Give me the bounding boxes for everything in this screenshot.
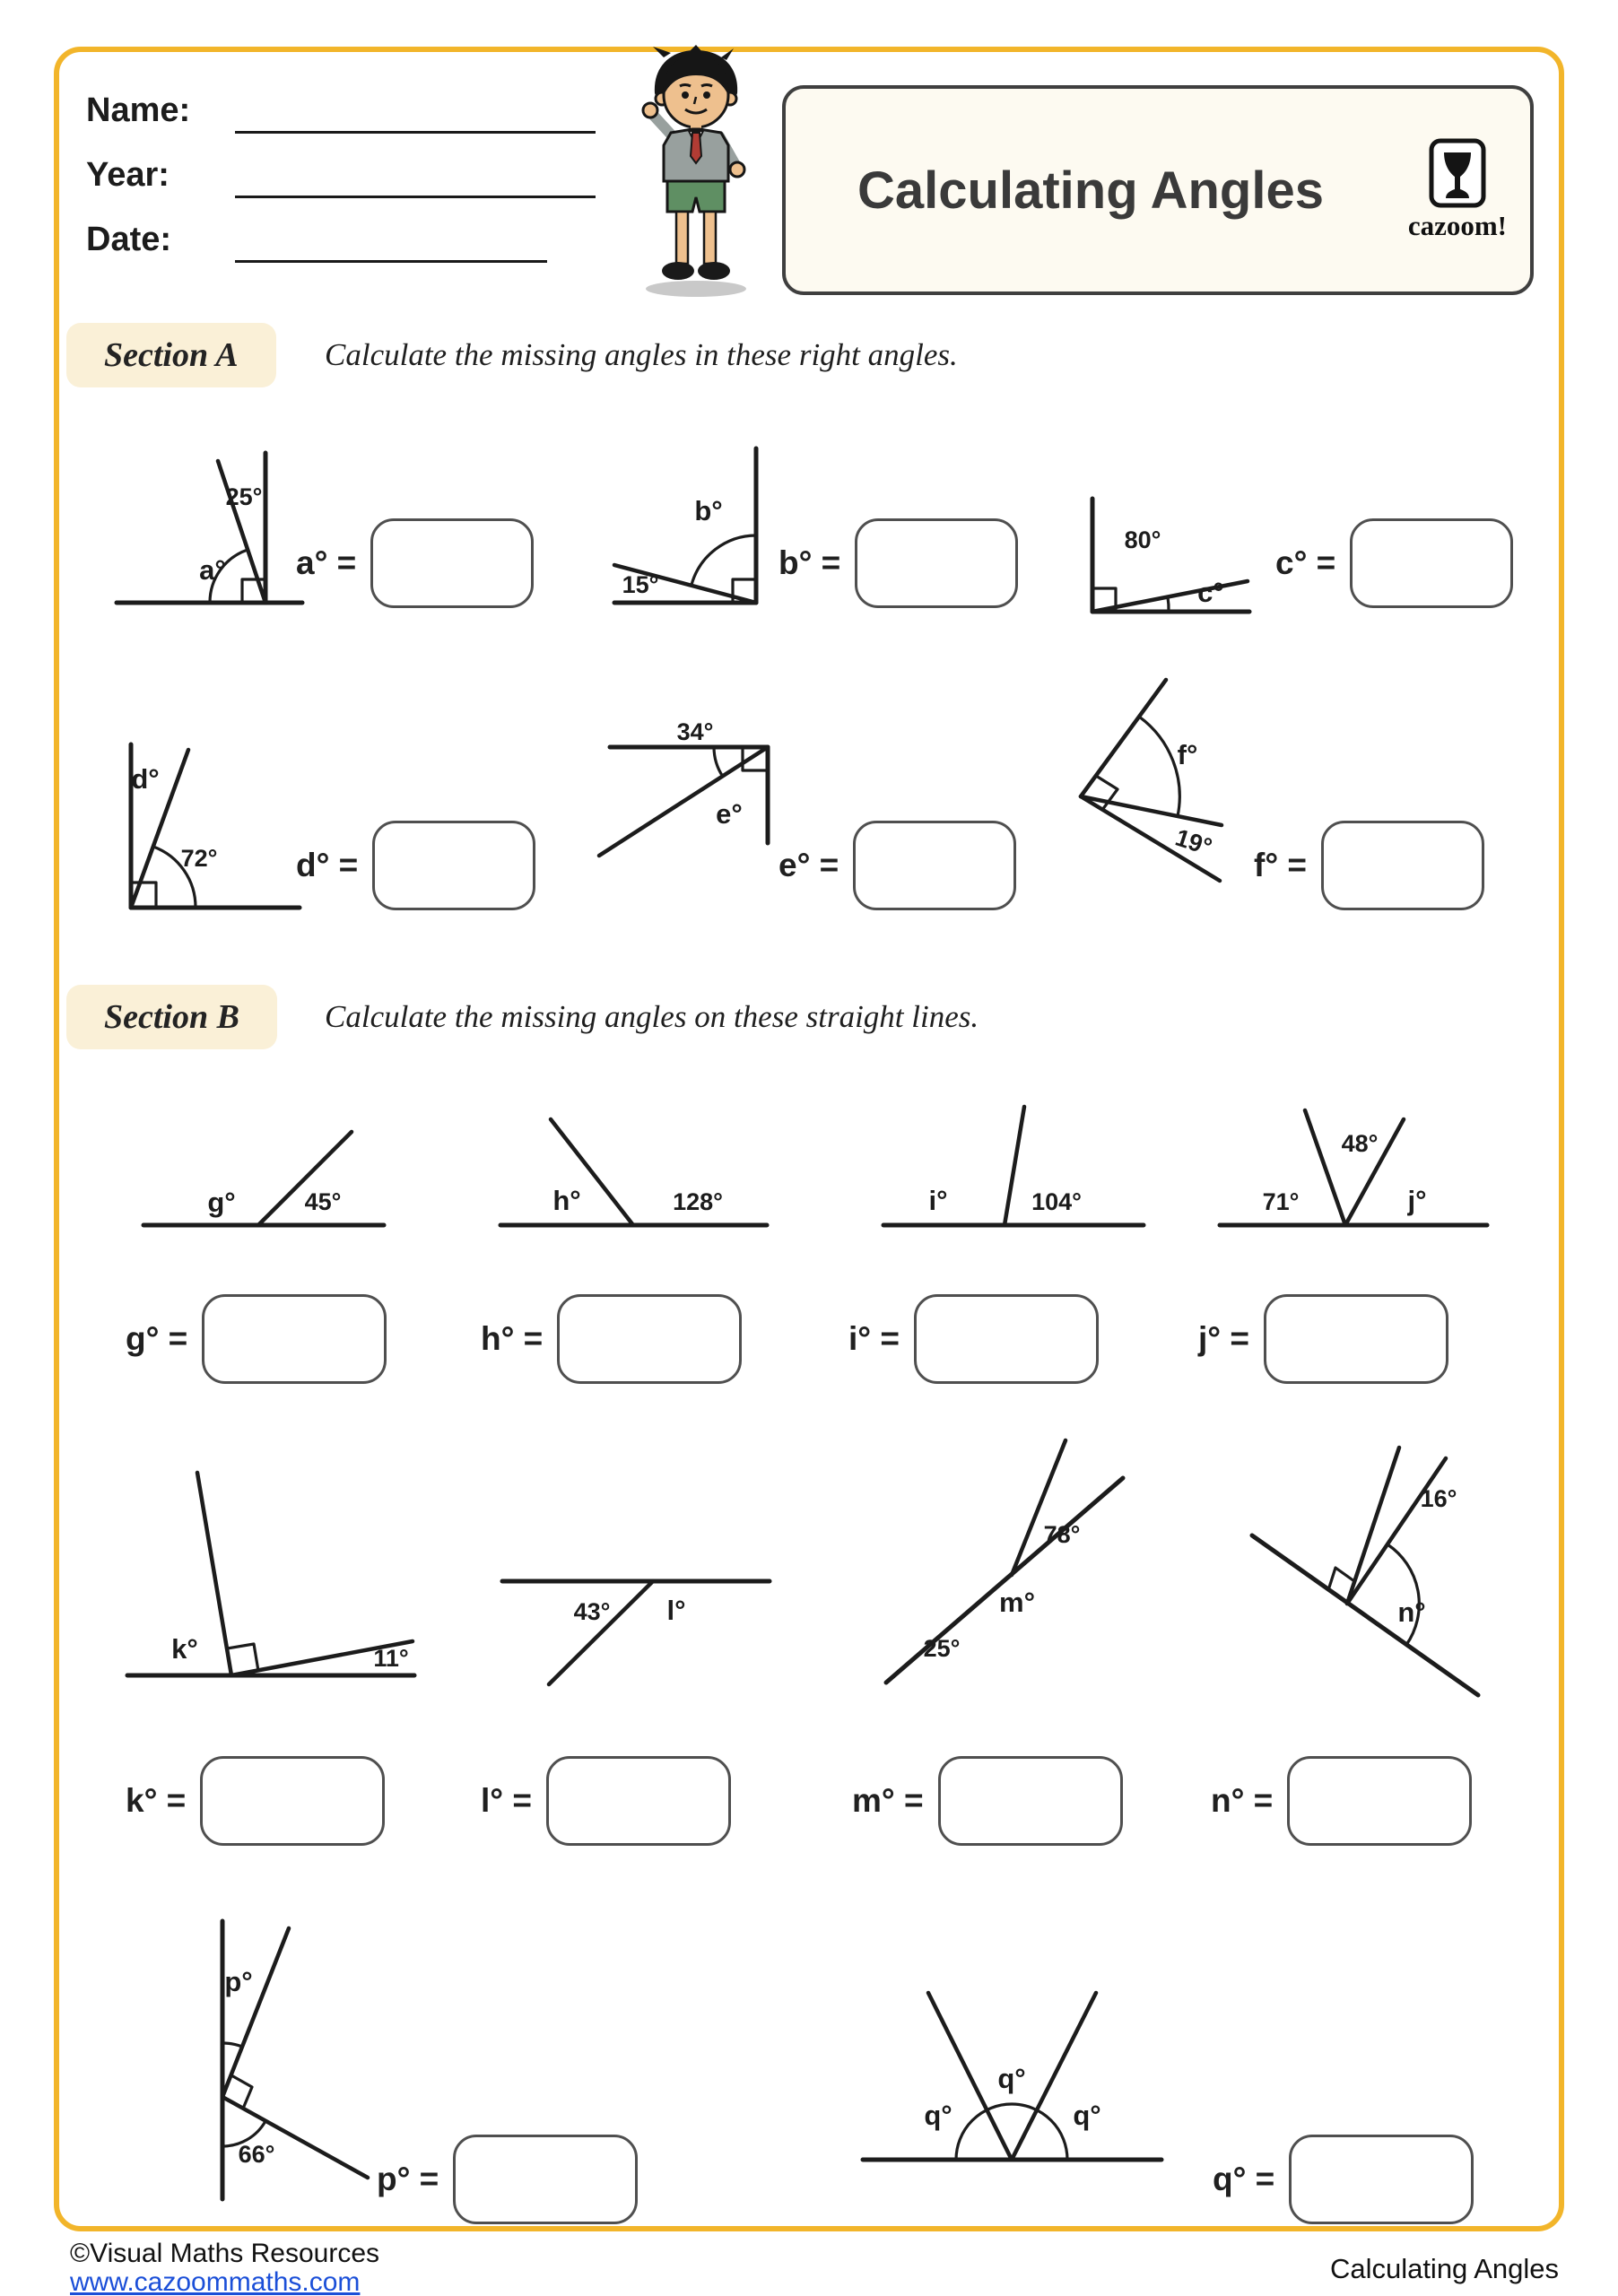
diagram-i bbox=[883, 1107, 1144, 1225]
label-given-l: 43° bbox=[573, 1598, 611, 1625]
answer-box-a[interactable] bbox=[370, 518, 534, 608]
label-angle-c: c° bbox=[1197, 577, 1224, 608]
answer-box-p[interactable] bbox=[453, 2135, 638, 2224]
right-angle-marker bbox=[1328, 1568, 1354, 1590]
label-angle-q-mid: q° bbox=[997, 2063, 1026, 2094]
answer-box-h[interactable] bbox=[557, 1294, 742, 1384]
answer-label-l: l° = bbox=[481, 1782, 532, 1819]
answer-label-p: p° = bbox=[377, 2161, 439, 2197]
answer-group-c bbox=[1275, 518, 1513, 608]
answer-box-d[interactable] bbox=[372, 821, 535, 910]
answer-label-i: i° = bbox=[848, 1320, 900, 1357]
answer-box-n[interactable] bbox=[1287, 1756, 1472, 1846]
label-angle-h: h° bbox=[552, 1185, 581, 1216]
angle-ray bbox=[1005, 1107, 1024, 1225]
footer-title: Calculating Angles bbox=[1329, 2253, 1559, 2284]
label-given-h: 128° bbox=[673, 1188, 723, 1215]
label-angle-g: g° bbox=[207, 1187, 236, 1218]
label-angle-b: b° bbox=[694, 495, 723, 526]
answer-box-b[interactable] bbox=[855, 518, 1018, 608]
angle-ray bbox=[1012, 1440, 1066, 1575]
answer-box-l[interactable] bbox=[546, 1756, 731, 1846]
angle-ray bbox=[1305, 1110, 1345, 1225]
answer-box-g[interactable] bbox=[202, 1294, 387, 1384]
diagram-e bbox=[599, 718, 768, 856]
angle-arc bbox=[714, 747, 723, 777]
label-angle-l: l° bbox=[666, 1595, 686, 1626]
straight-line bbox=[886, 1478, 1123, 1683]
diagram-d bbox=[131, 744, 300, 908]
answer-group-n bbox=[1211, 1756, 1472, 1846]
footer-url-link[interactable]: www.cazoommaths.com bbox=[70, 2267, 361, 2296]
answer-group-f bbox=[1254, 821, 1484, 910]
angle-arc bbox=[1168, 597, 1169, 612]
answer-box-m[interactable] bbox=[938, 1756, 1123, 1846]
section-a-header: Section A bbox=[66, 323, 276, 387]
answer-group-l bbox=[481, 1756, 731, 1846]
answer-group-g bbox=[126, 1294, 387, 1384]
brand-name: cazoom! bbox=[1407, 210, 1507, 241]
answer-group-a bbox=[296, 518, 534, 608]
label-given-d: 72° bbox=[180, 845, 218, 872]
answer-box-c[interactable] bbox=[1350, 518, 1513, 608]
label-angle-i: i° bbox=[928, 1185, 948, 1216]
angle-ray bbox=[549, 1581, 653, 1684]
label-angle-q-left: q° bbox=[924, 2100, 953, 2131]
label-angle-e: e° bbox=[716, 798, 743, 830]
answer-label-m: m° = bbox=[852, 1782, 924, 1819]
section-a-instruction: Calculate the missing angles in these right angles. bbox=[325, 337, 958, 372]
section-b-instruction: Calculate the missing angles on these straight lines. bbox=[325, 999, 979, 1034]
label-given2-j: 48° bbox=[1341, 1130, 1379, 1157]
label-angle-a: a° bbox=[199, 554, 226, 586]
label-angle-d: d° bbox=[131, 763, 160, 795]
answer-label-n: n° = bbox=[1211, 1782, 1274, 1819]
label-given-b: 15° bbox=[622, 571, 659, 598]
answer-box-k[interactable] bbox=[200, 1756, 385, 1846]
answer-group-q bbox=[1213, 2135, 1474, 2224]
angle-ray bbox=[197, 1473, 231, 1675]
diagram-n bbox=[1252, 1448, 1478, 1695]
diagram-h bbox=[500, 1119, 767, 1225]
angle-arc bbox=[222, 2043, 242, 2047]
answer-label-f: f° = bbox=[1254, 847, 1308, 883]
answer-box-j[interactable] bbox=[1264, 1294, 1448, 1384]
answer-group-h bbox=[481, 1294, 742, 1384]
answer-box-i[interactable] bbox=[914, 1294, 1099, 1384]
diagram-k bbox=[127, 1473, 414, 1675]
answer-label-k: k° = bbox=[126, 1782, 187, 1819]
straight-line bbox=[1252, 1535, 1478, 1695]
answer-label-h: h° = bbox=[481, 1320, 544, 1357]
diagram-b bbox=[614, 448, 756, 603]
angle-arc bbox=[1387, 1544, 1419, 1645]
label-given-c: 80° bbox=[1124, 526, 1161, 553]
label-angle-f: f° bbox=[1177, 739, 1198, 770]
footer-copyright: ©Visual Maths Resources bbox=[70, 2239, 380, 2268]
angle-ray bbox=[1347, 1458, 1446, 1604]
answer-label-q: q° = bbox=[1213, 2161, 1275, 2197]
label-angle-p: p° bbox=[224, 1966, 253, 1997]
answer-label-j: j° = bbox=[1198, 1320, 1249, 1357]
answer-box-f[interactable] bbox=[1321, 821, 1484, 910]
diagram-f bbox=[1081, 680, 1222, 881]
answer-group-b bbox=[779, 518, 1018, 608]
answer-label-g: g° = bbox=[126, 1320, 188, 1357]
date-label: Date: bbox=[86, 221, 172, 258]
diagram-c bbox=[1092, 499, 1249, 612]
label-given-p: 66° bbox=[238, 2141, 275, 2168]
diagram-l bbox=[502, 1581, 770, 1684]
label-angle-m: m° bbox=[999, 1587, 1035, 1618]
section-b-header: Section B bbox=[66, 985, 277, 1049]
label-given-m: 78° bbox=[1043, 1521, 1081, 1548]
answer-group-j bbox=[1198, 1294, 1448, 1384]
label-given-f: 19° bbox=[1171, 823, 1215, 861]
answer-label-a: a° = bbox=[296, 544, 357, 581]
label-given-e: 34° bbox=[676, 718, 714, 745]
answer-label-c: c° = bbox=[1275, 544, 1336, 581]
label-given-n: 16° bbox=[1420, 1485, 1457, 1512]
diagram-g bbox=[144, 1132, 384, 1225]
answer-group-e bbox=[779, 821, 1016, 910]
label-angle-q-right: q° bbox=[1073, 2100, 1101, 2131]
label-angle-n: n° bbox=[1397, 1596, 1426, 1628]
page-title: Calculating Angles bbox=[857, 161, 1324, 220]
name-label: Name: bbox=[86, 91, 191, 129]
diagram-a bbox=[117, 453, 302, 603]
angle-arc bbox=[1139, 717, 1179, 816]
diagram-p bbox=[222, 1921, 368, 2199]
angle-arc bbox=[956, 2104, 1067, 2160]
angle-ray bbox=[222, 1928, 289, 2097]
label-given-g: 45° bbox=[304, 1188, 342, 1215]
answer-label-d: d° = bbox=[296, 847, 359, 883]
answer-group-m bbox=[852, 1756, 1123, 1846]
answer-label-e: e° = bbox=[779, 847, 839, 883]
answer-group-p bbox=[377, 2135, 638, 2224]
answer-box-q[interactable] bbox=[1289, 2135, 1474, 2224]
label-given2-m: 25° bbox=[923, 1635, 961, 1662]
diagram-j bbox=[1220, 1110, 1487, 1225]
answer-label-b: b° = bbox=[779, 544, 841, 581]
answer-group-d bbox=[296, 821, 535, 910]
year-label: Year: bbox=[86, 156, 170, 194]
answer-box-e[interactable] bbox=[853, 821, 1016, 910]
label-given-j: 71° bbox=[1262, 1188, 1300, 1215]
label-given-i: 104° bbox=[1031, 1188, 1082, 1215]
diagram-m bbox=[886, 1440, 1123, 1683]
answer-group-k bbox=[126, 1756, 385, 1846]
angle-arc bbox=[692, 535, 756, 585]
label-angle-j: j° bbox=[1407, 1185, 1427, 1216]
label-given-a: 25° bbox=[225, 483, 263, 510]
label-given-k: 11° bbox=[373, 1645, 409, 1672]
diagram-q bbox=[863, 1993, 1161, 2160]
answer-group-i bbox=[848, 1294, 1099, 1384]
angle-ray bbox=[1081, 680, 1166, 796]
label-angle-k: k° bbox=[171, 1633, 198, 1665]
